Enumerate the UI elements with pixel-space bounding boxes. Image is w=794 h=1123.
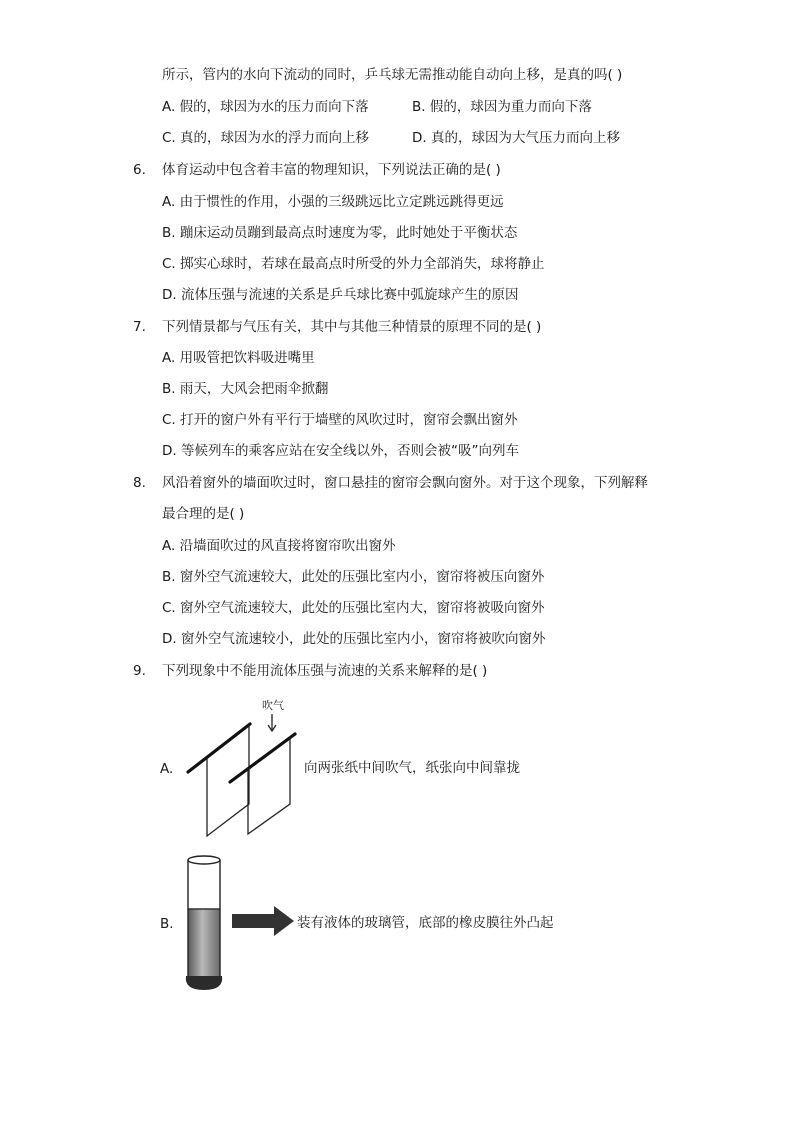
q9-figure-paper-sheets [180,694,300,844]
q6-option-b: B. 蹦床运动员蹦到最高点时速度为零，此时她处于平衡状态 [162,225,518,241]
q9-figure-glass-tube [180,852,300,994]
q5-option-c: C. 真的，球因为水的浮力而向上移 [162,130,370,146]
q8-stem-line2: 最合理的是( ) [162,506,245,522]
q9-option-a-label: A. [160,761,174,777]
q8-option-a: A. 沿墙面吹过的风直接将窗帘吹出窗外 [162,538,396,554]
q9-option-b-label: B. [160,916,174,932]
q9-option-a-caption: 向两张纸中间吹气，纸张向中间靠拢 [304,760,520,776]
q5-stem-continuation: 所示，管内的水向下流动的同时，乒乓球无需推动能自动向上移，是真的吗( ) [162,67,623,83]
q7-option-c: C. 打开的窗户外有平行于墙壁的风吹过时，窗帘会飘出窗外 [162,412,518,428]
q7-number: 7. [133,319,146,335]
q6-option-c: C. 掷实心球时，若球在最高点时所受的外力全部消失，球将静止 [162,256,545,272]
q5-option-b: B. 假的，球因为重力而向下落 [412,99,592,115]
rubber-membrane [186,976,222,990]
q6-option-d: D. 流体压强与流速的关系是乒乓球比赛中弧旋球产生的原因 [162,287,519,303]
q8-option-c: C. 窗外空气流速较大，此处的压强比室内大，窗帘将被吸向窗外 [162,600,545,616]
blow-air-label: 吹气 [262,699,284,712]
q9-stem: 下列现象中不能用流体压强与流速的关系来解释的是( ) [162,663,488,679]
q7-option-d: D. 等候列车的乘客应站在安全线以外，否则会被“吸”向列车 [162,443,519,459]
q9-option-b-caption: 装有液体的玻璃管，底部的橡皮膜往外凸起 [297,915,554,931]
q8-option-d: D. 窗外空气流速较小，此处的压强比室内小，窗帘将被吹向窗外 [162,631,546,647]
down-arrow-icon [268,714,276,731]
q8-stem-line1: 风沿着窗外的墙面吹过时，窗口悬挂的窗帘会飘向窗外。对于这个现象，下列解释 [162,475,648,491]
glass-tube [188,856,220,979]
q5-option-a: A. 假的，球因为水的压力而向下落 [162,99,369,115]
q5-option-d: D. 真的，球因为大气压力而向上移 [412,130,620,146]
q6-stem: 体育运动中包含着丰富的物理知识，下列说法正确的是( ) [162,162,501,178]
right-paper-sheet [230,734,295,834]
q7-option-b: B. 雨天，大风会把雨伞掀翻 [162,381,329,397]
q8-option-b: B. 窗外空气流速较大，此处的压强比室内小，窗帘将被压向窗外 [162,569,545,585]
q6-number: 6. [133,162,146,178]
q6-option-a: A. 由于惯性的作用，小强的三级跳远比立定跳远跳得更远 [162,194,504,210]
left-paper-sheet [188,724,250,836]
q7-stem: 下列情景都与气压有关，其中与其他三种情景的原理不同的是( ) [162,319,542,335]
right-arrow-icon [232,906,294,936]
q8-number: 8. [133,475,146,491]
q9-number: 9. [133,663,146,679]
q7-option-a: A. 用吸管把饮料吸进嘴里 [162,350,315,366]
